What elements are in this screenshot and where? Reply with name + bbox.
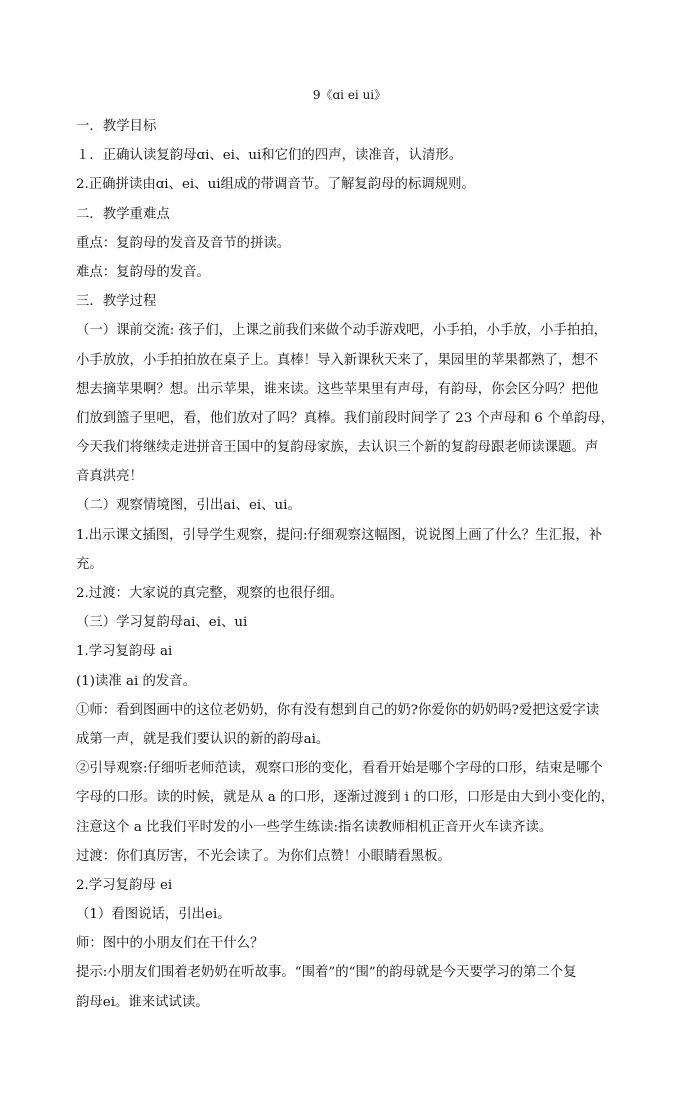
- section-heading-process: 三．教学过程: [76, 294, 157, 310]
- paragraph-line: ②引导观察:仔细听老师范读，观察口形的变化，看看开始是哪个字母的口形，结束是哪个: [76, 761, 603, 777]
- paragraph-line: 2.学习复韵母 ei: [76, 877, 173, 893]
- paragraph-line: （1）看图说话，引出ei。: [76, 907, 231, 923]
- document-body: [76, 112, 624, 1017]
- paragraph-line: 小手放放，小手拍拍放在桌子上。真棒！导入新课秋天来了，果园里的苹果都熟了，想不: [76, 352, 599, 368]
- paragraph-line: 韵母ei。谁来试试读。: [76, 994, 209, 1010]
- document-title: 9《ɑi ei ui》: [312, 88, 387, 102]
- paragraph-line: 提示:小朋友们围着老奶奶在听故事。“围着”的“围”的韵母就是今天要学习的第二个复: [76, 965, 577, 981]
- paragraph-line: 1.学习复韵母 ai: [76, 644, 173, 660]
- paragraph-line: 注意这个 a 比我们平时发的小一些学生练读:指名读教师相机正音开火车读齐读。: [76, 819, 553, 835]
- paragraph-line: （三）学习复韵母ai、ei、ui: [76, 615, 248, 631]
- paragraph-line: 难点：复韵母的发音。: [76, 264, 210, 280]
- paragraph-line: 们放到篮子里吧，看，他们放对了吗？真棒。我们前段时间学了 23 个声母和 6 个单韵母，: [76, 410, 615, 426]
- paragraph-line: 成第一声，就是我们要认识的新的韵母ai。: [76, 731, 330, 747]
- paragraph-line: 想去摘苹果啊？想。出示苹果，谁来读。这些苹果里有声母，有韵母，你会区分吗？把他: [76, 381, 599, 397]
- paragraph-line: 师：图中的小朋友们在干什么？: [76, 936, 264, 952]
- paragraph-line: 今天我们将继续走进拼音王国中的复韵母家族，去认识三个新的复韵母跟老师读课题。声: [76, 440, 599, 456]
- paragraph-line: 1.出示课文插图，引导学生观察，提问:仔细观察这幅图，说说图上画了什么？生汇报，补: [76, 527, 603, 543]
- section-heading-difficulties: 二．教学重难点: [76, 206, 170, 222]
- paragraph-line: 充。: [76, 556, 103, 572]
- paragraph-line: 字母的口形。读的时候，就是从 a 的口形，逐渐过渡到 i 的口形，口形是由大到小变化的，: [76, 790, 615, 806]
- paragraph-line: ①师：看到图画中的这位老奶奶，你有没有想到自己的奶?你爱你的奶奶吗?爱把这爱字读: [76, 702, 600, 718]
- paragraph-line: 重点：复韵母的发音及音节的拼读。: [76, 235, 291, 251]
- paragraph-line: 2.正确拼读由ɑi、ei、ui组成的带调音节。了解复韵母的标调规则。: [76, 177, 475, 193]
- paragraph-line: 2.过渡：大家说的真完整，观察的也很仔细。: [76, 586, 344, 601]
- paragraph-line: （二）观察情境图，引出ai、ei、ui。: [76, 498, 301, 514]
- paragraph-line: １．正确认读复韵母ɑi、ei、ui和它们的四声，读准音，认清形。: [76, 148, 463, 164]
- section-heading-goals: 一．教学目标: [76, 119, 157, 134]
- paragraph-line: 过渡：你们真厉害，不光会读了。为你们点赞！小眼睛看黑板。: [76, 848, 451, 864]
- paragraph-line: 音真洪亮！: [76, 469, 143, 485]
- paragraph-line: （一）课前交流: 孩子们，上课之前我们来做个动手游戏吧，小手拍，小手放，小手拍拍，: [76, 323, 607, 339]
- paragraph-line: (1)读准 ai 的发音。: [76, 673, 197, 689]
